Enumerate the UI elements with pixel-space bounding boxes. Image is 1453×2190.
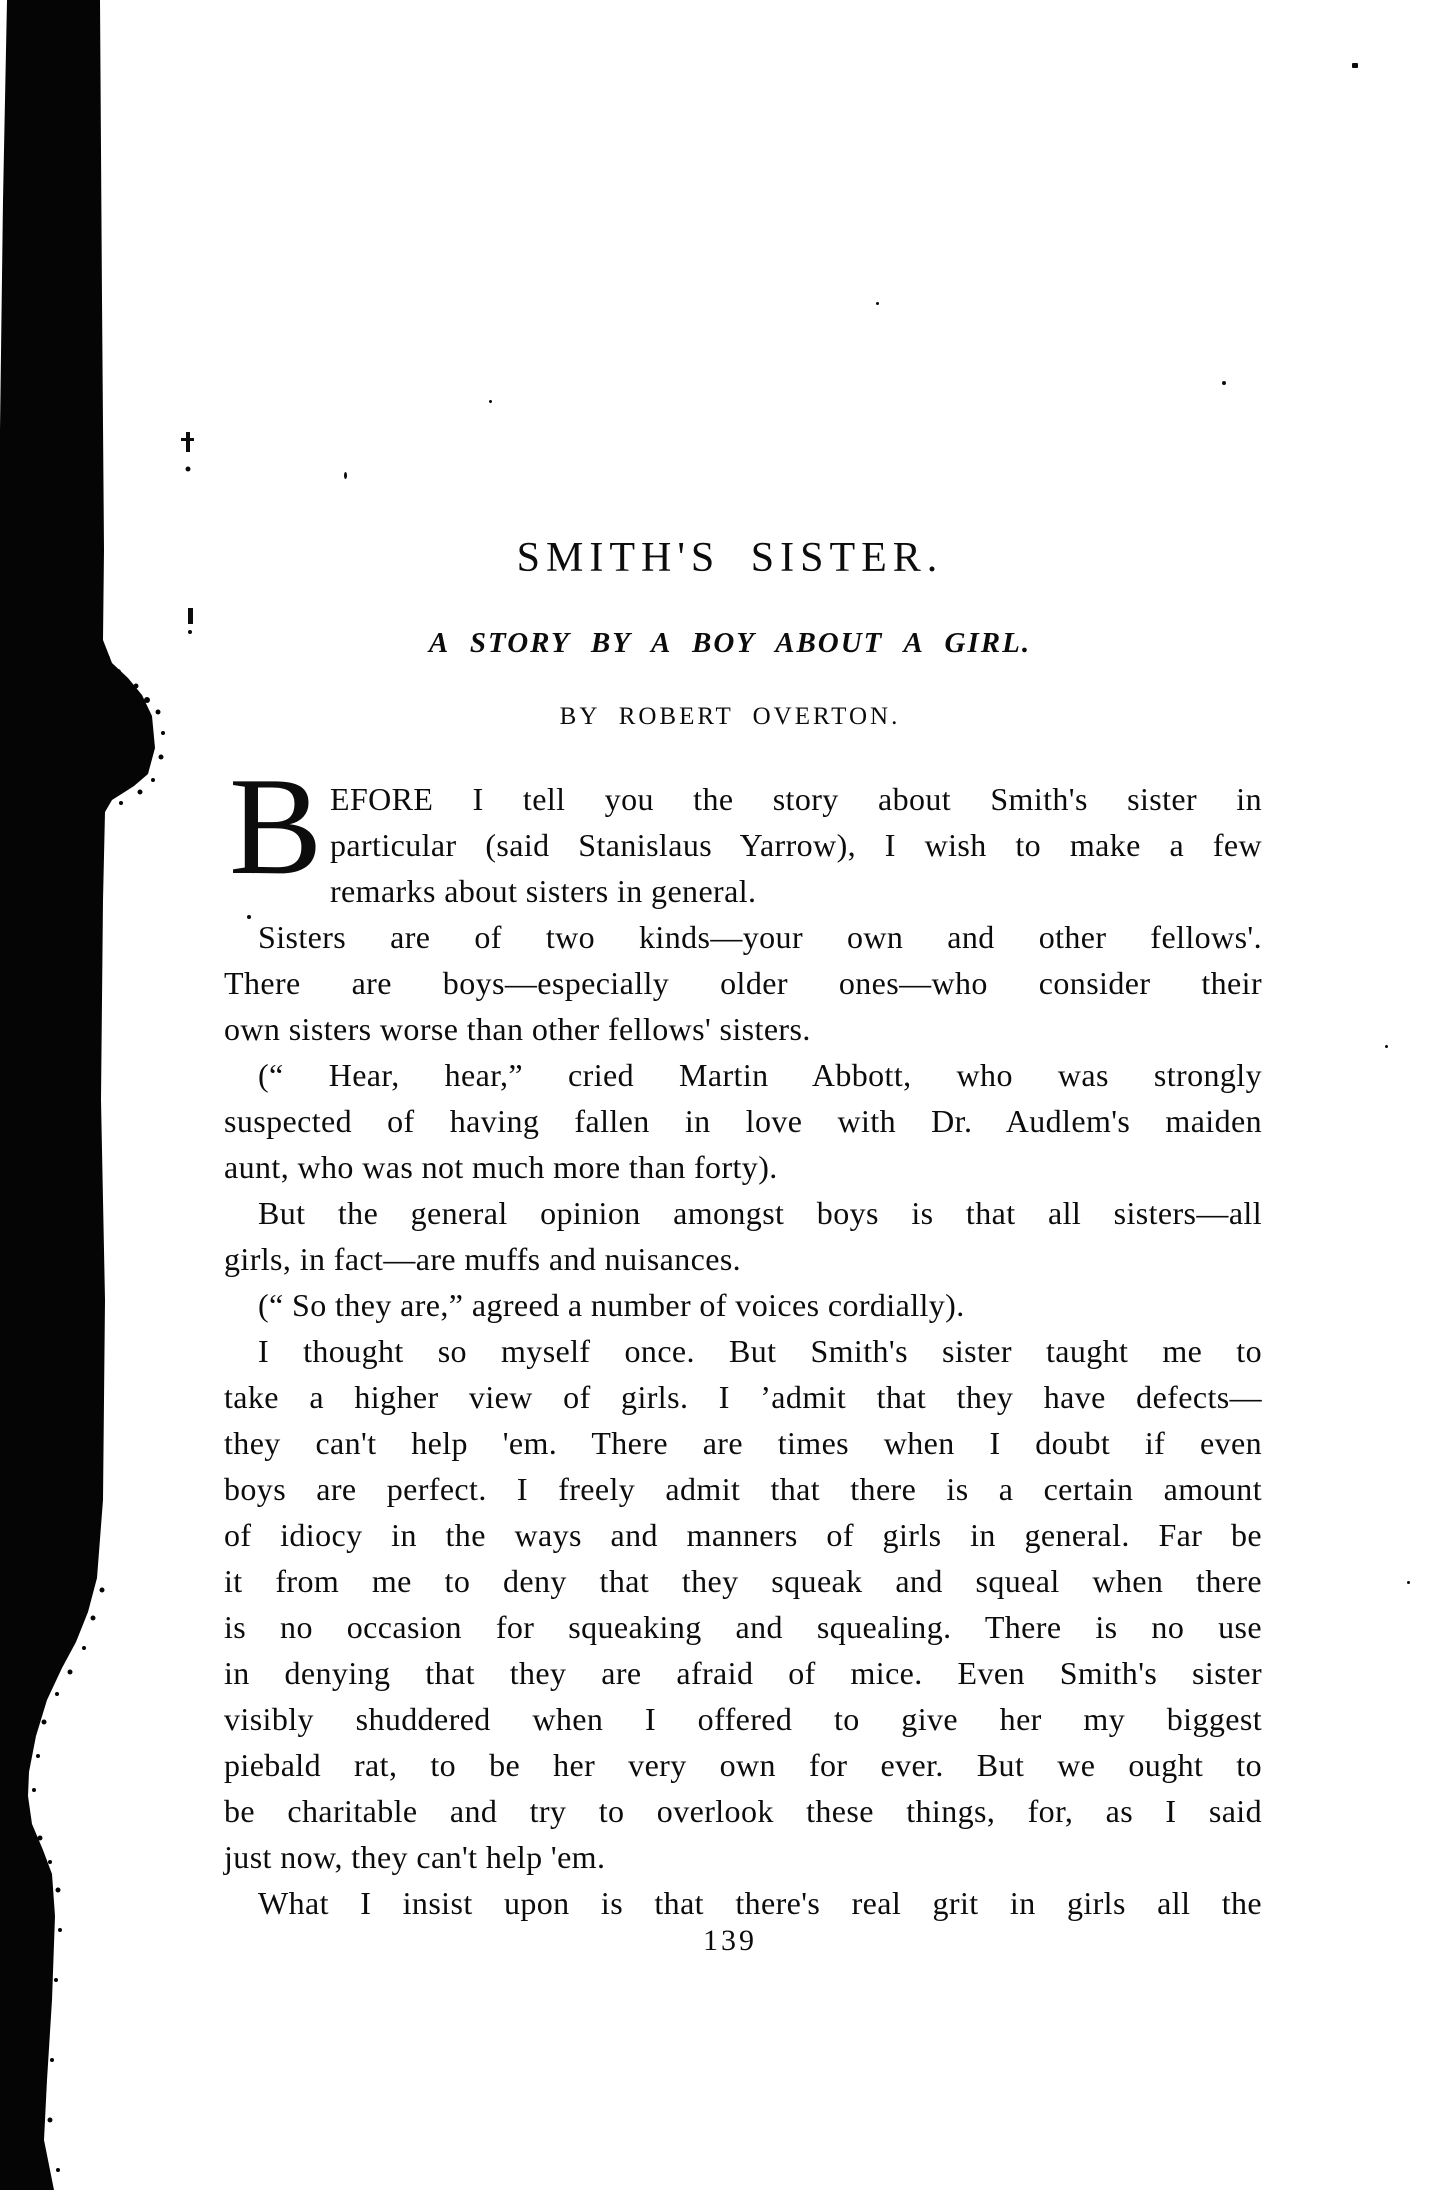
paragraph: [224, 776, 1262, 914]
text-line: I thought so myself once. But Smith's sister taught me to: [258, 1333, 1262, 1369]
story-body: [224, 776, 1262, 1926]
text-line: it from me to deny that they squeak and squeal when there: [224, 1563, 1262, 1599]
text-line: (“ Hear, hear,” cried Martin Abbott, who was strongly: [258, 1057, 1262, 1093]
scan-speck: [344, 472, 347, 479]
text-line: of idiocy in the ways and manners of girls in general. Far be: [224, 1517, 1262, 1553]
text-line: Sisters are of two kinds—your own and other fellows'.: [258, 919, 1262, 955]
text-line: remarks about sisters in general.: [330, 873, 757, 909]
text-line: take a higher view of girls. I ʼadmit that they have defects—: [224, 1379, 1262, 1415]
paragraph: [224, 1328, 1262, 1880]
text-line: suspected of having fallen in love with Dr. Audlem's maiden: [224, 1103, 1262, 1139]
paragraph: [224, 1880, 1262, 1926]
scan-speck: [489, 400, 492, 403]
text-line: piebald rat, to be her very own for ever. But we ought to: [224, 1747, 1262, 1783]
paragraph: [224, 1282, 1262, 1328]
text-line: is no occasion for squeaking and squealing. There is no use: [224, 1609, 1262, 1645]
paragraph: [224, 914, 1262, 1052]
scan-speck: [1385, 1045, 1388, 1048]
scan-speck: [1222, 381, 1226, 385]
text-line: girls, in fact—are muffs and nuisances.: [224, 1241, 742, 1277]
paragraph: [224, 1190, 1262, 1282]
text-line: just now, they can't help 'em.: [224, 1839, 606, 1875]
text-line: in denying that they are afraid of mice. Even Smith's sister: [224, 1655, 1262, 1691]
text-line: they can't help 'em. There are times when I doubt if even: [224, 1425, 1262, 1461]
text-line: visibly shuddered when I offered to give her my biggest: [224, 1701, 1262, 1737]
scan-speck: [1352, 63, 1358, 68]
text-line: boys are perfect. I freely admit that there is a certain amount: [224, 1471, 1262, 1507]
text-line: (“ So they are,” agreed a number of voices cordially).: [258, 1287, 965, 1323]
text-line: There are boys—especially older ones—who consider their: [224, 965, 1262, 1001]
text-line: particular (said Stanislaus Yarrow), I wish to make a few: [330, 827, 1262, 863]
scan-speck: [876, 302, 879, 305]
paragraph: [224, 1052, 1262, 1190]
story-subtitle: A STORY BY A BOY ABOUT A GIRL.: [428, 627, 1032, 659]
text-line: But the general opinion amongst boys is that all sisters—all: [258, 1195, 1262, 1231]
text-line: What I insist upon is that there's real grit in girls all the: [258, 1885, 1262, 1921]
scan-speck: [1407, 1581, 1410, 1584]
text-line: own sisters worse than other fellows' sisters.: [224, 1011, 811, 1047]
text-line: EFORE I tell you the story about Smith's sister in: [330, 781, 1262, 817]
text-line: aunt, who was not much more than forty).: [224, 1149, 778, 1185]
story-title: SMITH'S SISTER.: [516, 535, 944, 581]
scan-gutter-shadow: [0, 0, 210, 2190]
text-line: be charitable and try to overlook these things, for, as I said: [224, 1793, 1262, 1829]
page-number: 139: [703, 1924, 757, 1957]
story-byline: BY ROBERT OVERTON.: [559, 703, 901, 730]
drop-cap: B: [229, 749, 323, 904]
